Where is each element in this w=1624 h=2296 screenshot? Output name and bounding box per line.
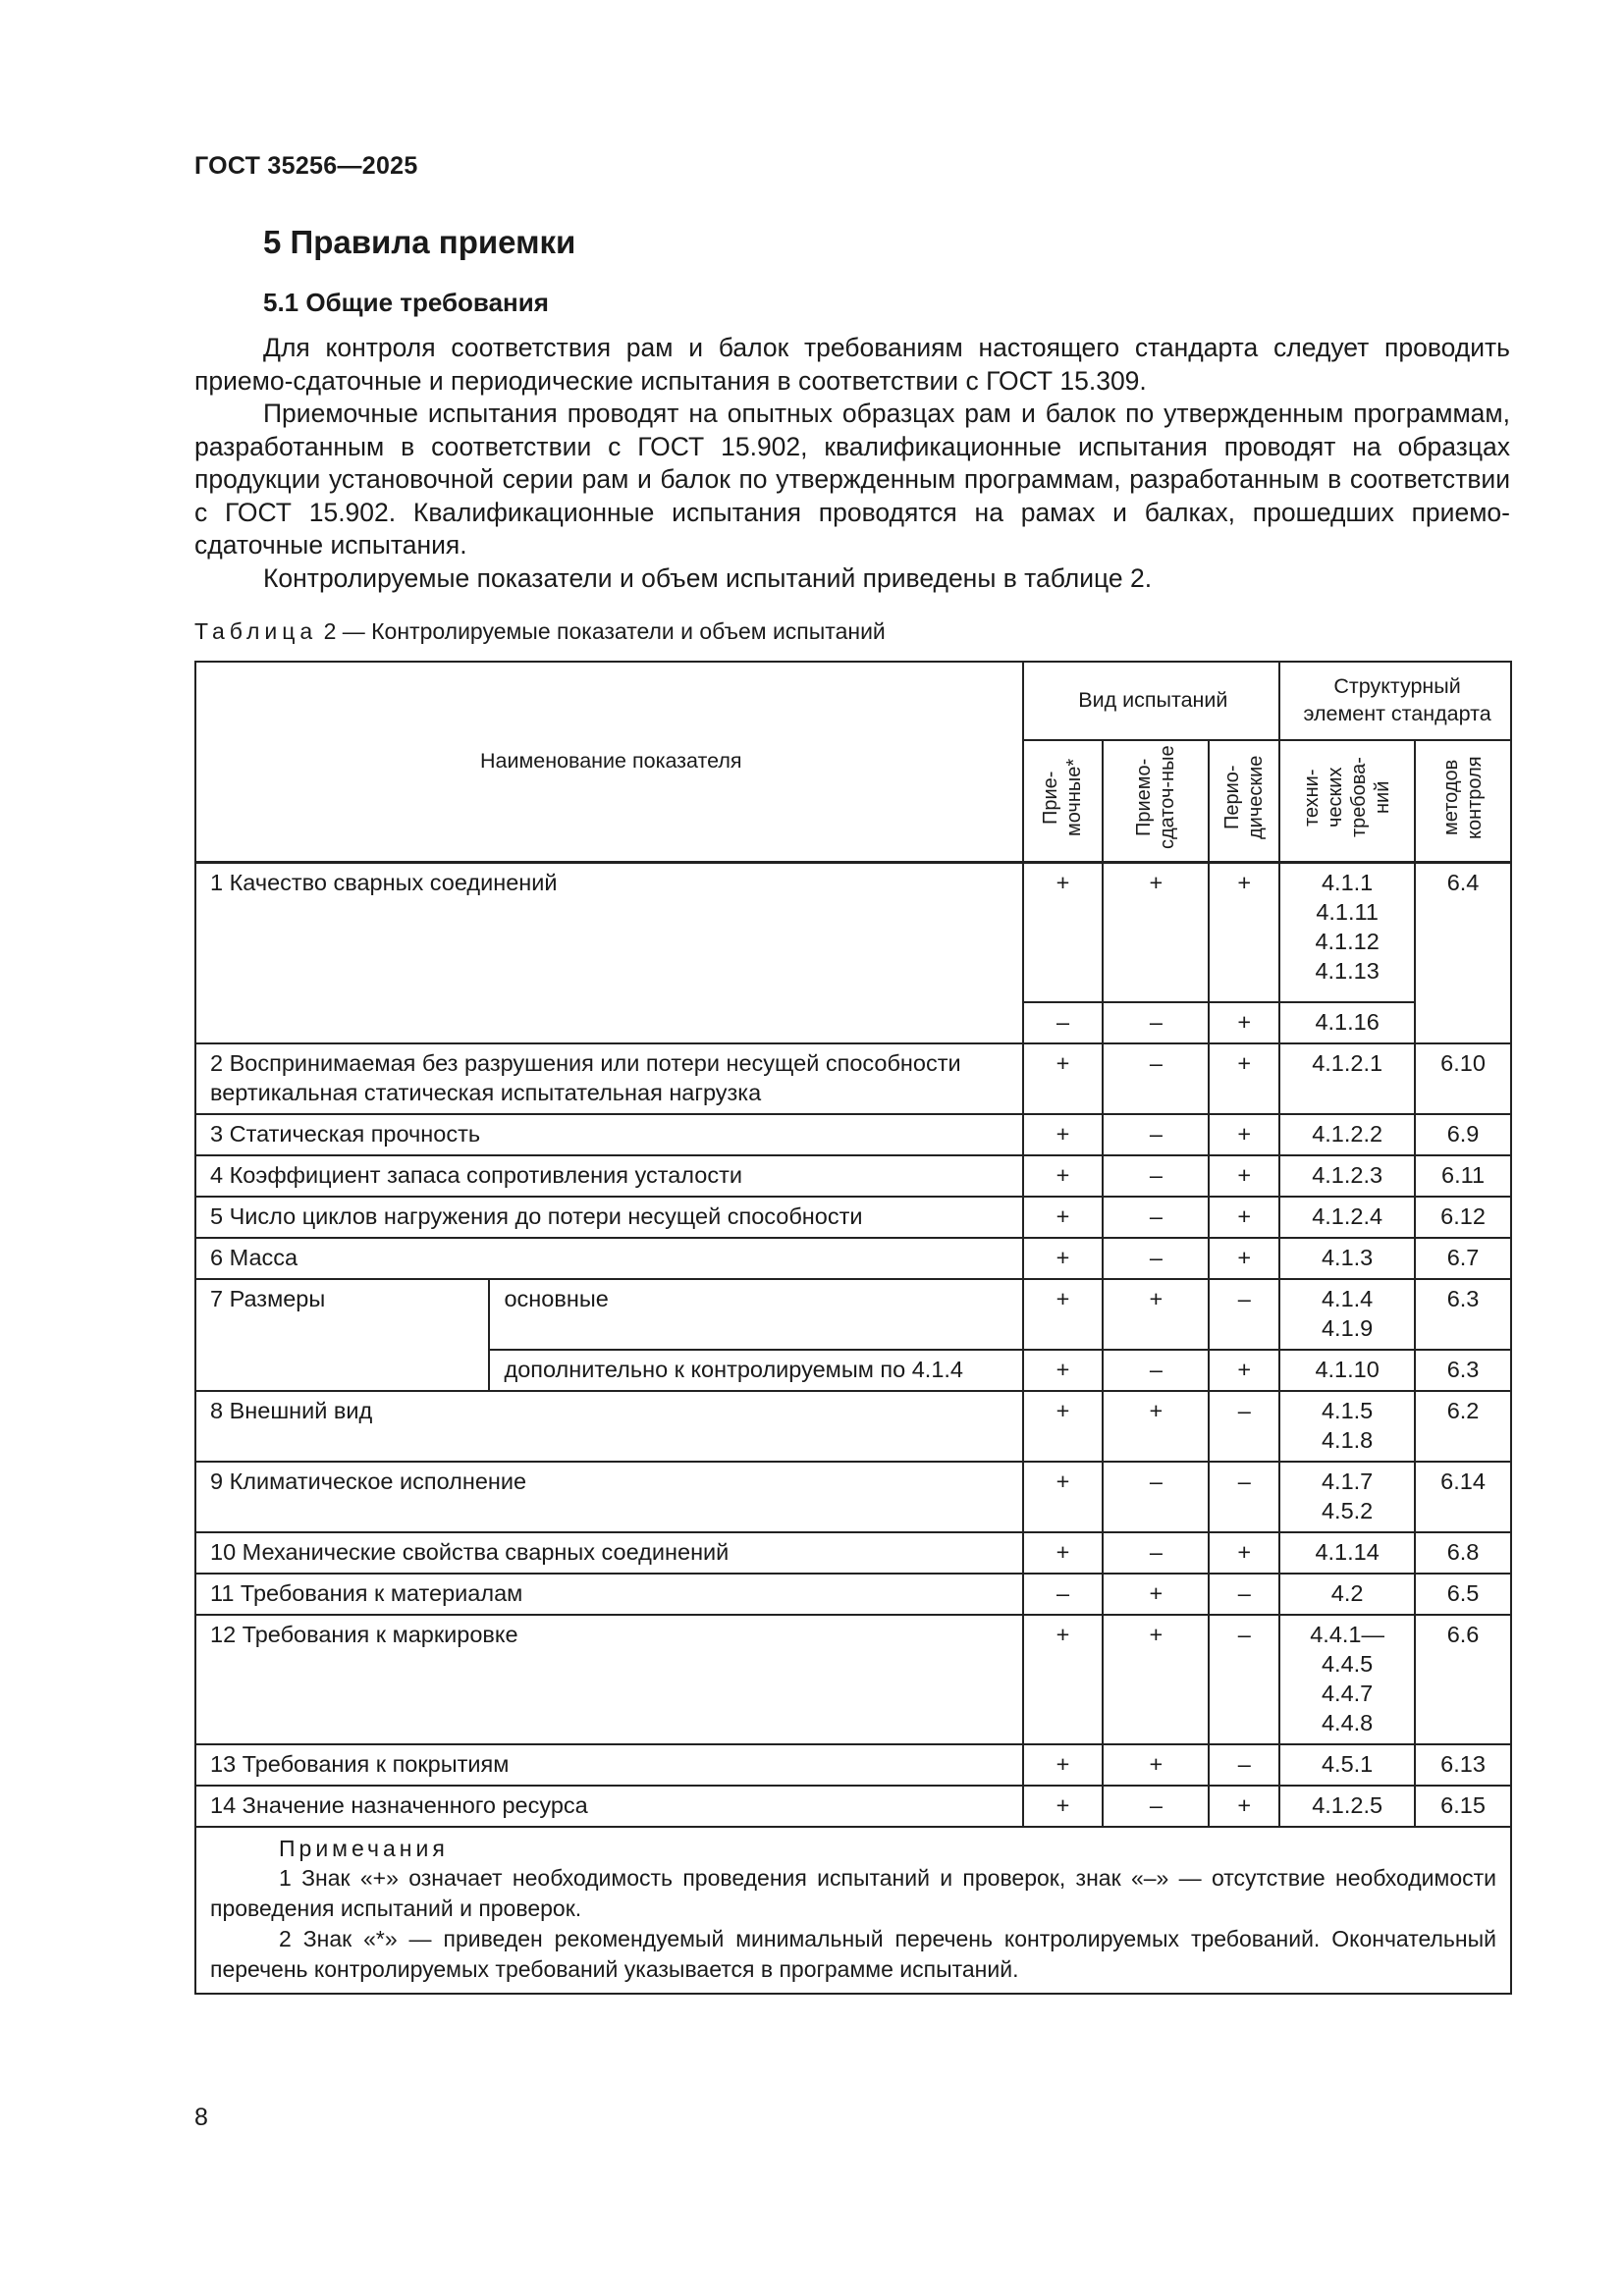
cell-delivery: –	[1103, 1197, 1209, 1238]
row-subname: основные	[489, 1279, 1022, 1350]
cell-method: 6.12	[1415, 1197, 1511, 1238]
table-row	[195, 1279, 1511, 1350]
cell-tech: 4.1.5 4.1.8	[1279, 1391, 1415, 1462]
header-struct-element: Структурный элемент стандарта	[1279, 662, 1511, 740]
paragraph: Для контроля соответствия рам и балок требованиям настоящего стандарта следует проводить приемо-сдаточные и периодические испытания в соответствии с ГОСТ 15.309.	[194, 333, 1510, 396]
cell-method: 6.2	[1415, 1391, 1511, 1462]
cell-tech: 4.4.1— 4.4.5 4.4.7 4.4.8	[1279, 1615, 1415, 1744]
cell-method: 6.8	[1415, 1532, 1511, 1574]
row-name: 6 Масса	[195, 1238, 1023, 1279]
row-name: 7 Размеры	[195, 1279, 489, 1391]
cell-acceptance: +	[1023, 1238, 1104, 1279]
section-title: 5 Правила приемки	[263, 224, 576, 260]
cell-method: 6.15	[1415, 1786, 1511, 1827]
table-row	[195, 1391, 1511, 1462]
cell-acceptance: +	[1023, 1532, 1104, 1574]
cell-periodic: +	[1209, 863, 1279, 1003]
table-row	[195, 1238, 1511, 1279]
cell-delivery: –	[1103, 1043, 1209, 1114]
cell-delivery: +	[1103, 1391, 1209, 1462]
cell-periodic: –	[1209, 1615, 1279, 1744]
table-row	[195, 1744, 1511, 1786]
cell-periodic: +	[1209, 1238, 1279, 1279]
table-row	[195, 1462, 1511, 1532]
cell-acceptance: +	[1023, 1279, 1104, 1350]
row-name: 14 Значение назначенного ресурса	[195, 1786, 1023, 1827]
header-name: Наименование показателя	[195, 662, 1023, 863]
cell-acceptance: +	[1023, 1615, 1104, 1744]
cell-method: 6.13	[1415, 1744, 1511, 1786]
table-row	[195, 1786, 1511, 1827]
row-name: 10 Механические свойства сварных соединений	[195, 1532, 1023, 1574]
table-caption	[194, 618, 886, 645]
cell-method: 6.3	[1415, 1279, 1511, 1350]
cell-method: 6.7	[1415, 1238, 1511, 1279]
cell-acceptance: +	[1023, 1155, 1104, 1197]
cell-acceptance: +	[1023, 1043, 1104, 1114]
cell-delivery: –	[1103, 1786, 1209, 1827]
cell-periodic: +	[1209, 1043, 1279, 1114]
row-name: 8 Внешний вид	[195, 1391, 1023, 1462]
cell-delivery: +	[1103, 1744, 1209, 1786]
cell-delivery: –	[1103, 1002, 1209, 1043]
cell-delivery: +	[1103, 1279, 1209, 1350]
table-row	[195, 1532, 1511, 1574]
row-name: 1 Качество сварных соединений	[195, 863, 1023, 1044]
cell-tech: 4.1.2.3	[1279, 1155, 1415, 1197]
cell-acceptance: +	[1023, 1197, 1104, 1238]
table-row	[195, 1114, 1511, 1155]
cell-periodic: –	[1209, 1744, 1279, 1786]
row-name: 5 Число циклов нагружения до потери несущей способности	[195, 1197, 1023, 1238]
cell-tech: 4.1.2.1	[1279, 1043, 1415, 1114]
cell-acceptance: +	[1023, 1744, 1104, 1786]
cell-delivery: +	[1103, 863, 1209, 1003]
cell-tech: 4.1.16	[1279, 1002, 1415, 1043]
row-name: 11 Требования к материалам	[195, 1574, 1023, 1615]
table-row	[195, 863, 1511, 1003]
row-name: 13 Требования к покрытиям	[195, 1744, 1023, 1786]
row-subname: дополнительно к контролируемым по 4.1.4	[489, 1350, 1022, 1391]
cell-periodic: +	[1209, 1350, 1279, 1391]
paragraph: Приемочные испытания проводят на опытных образцах рам и балок по утвержденным программам, разработанным в соответствии с ГОСТ 15.902, квалификационные испытания проводят на образцах продукции установочной серии рам и балок по утвержденным программам, разработанным в соответствии с ГОСТ 15.902. Квалификационные испытания проводятся на рамах и балках, прошедших приемо-сдаточные испытания.	[194, 399, 1510, 560]
header-periodic: Перио-дические	[1209, 740, 1279, 863]
cell-method: 6.3	[1415, 1350, 1511, 1391]
cell-periodic: –	[1209, 1391, 1279, 1462]
cell-delivery: –	[1103, 1532, 1209, 1574]
cell-delivery: –	[1103, 1350, 1209, 1391]
cell-tech: 4.1.2.2	[1279, 1114, 1415, 1155]
cell-tech: 4.1.3	[1279, 1238, 1415, 1279]
table-row	[195, 1155, 1511, 1197]
table-caption-text: 2 — Контролируемые показатели и объем испытаний	[317, 618, 886, 644]
header-delivery: Приемо-сдаточ-ные	[1103, 740, 1209, 863]
cell-delivery: +	[1103, 1615, 1209, 1744]
cell-periodic: –	[1209, 1462, 1279, 1532]
cell-method: 6.6	[1415, 1615, 1511, 1744]
row-name: 3 Статическая прочность	[195, 1114, 1023, 1155]
table-row	[195, 1574, 1511, 1615]
cell-tech: 4.5.1	[1279, 1744, 1415, 1786]
cell-tech: 4.1.1 4.1.11 4.1.12 4.1.13	[1279, 863, 1415, 1003]
cell-acceptance: +	[1023, 1462, 1104, 1532]
cell-periodic: +	[1209, 1532, 1279, 1574]
row-name: 12 Требования к маркировке	[195, 1615, 1023, 1744]
table-row	[195, 1197, 1511, 1238]
body-text	[194, 332, 1510, 595]
cell-periodic: +	[1209, 1786, 1279, 1827]
paragraph: Контролируемые показатели и объем испытаний приведены в таблице 2.	[263, 562, 1153, 593]
note-2: 2 Знак «*» — приведен рекомендуемый минимальный перечень контролируемых требований. Окончательный перечень контролируемых требований указывается в программе испытаний.	[210, 1926, 1496, 1982]
document-header: ГОСТ 35256—2025	[194, 152, 418, 180]
row-name: 9 Климатическое исполнение	[195, 1462, 1023, 1532]
cell-periodic: +	[1209, 1155, 1279, 1197]
cell-method: 6.9	[1415, 1114, 1511, 1155]
header-test-type: Вид испытаний	[1023, 662, 1280, 740]
cell-periodic: +	[1209, 1197, 1279, 1238]
cell-acceptance: +	[1023, 1114, 1104, 1155]
table-row	[195, 1615, 1511, 1744]
cell-acceptance: +	[1023, 1786, 1104, 1827]
table-notes-row	[195, 1827, 1511, 1994]
cell-tech: 4.1.14	[1279, 1532, 1415, 1574]
row-name: 2 Воспринимаемая без разрушения или потери несущей способности вертикальная статическая испытательная нагрузка	[195, 1043, 1023, 1114]
table-header-row	[195, 662, 1511, 740]
cell-periodic: –	[1209, 1279, 1279, 1350]
cell-acceptance: –	[1023, 1002, 1104, 1043]
cell-delivery: –	[1103, 1462, 1209, 1532]
cell-acceptance: –	[1023, 1574, 1104, 1615]
cell-periodic: +	[1209, 1114, 1279, 1155]
cell-method: 6.4	[1415, 863, 1511, 1044]
cell-tech: 4.1.2.4	[1279, 1197, 1415, 1238]
cell-acceptance: +	[1023, 1391, 1104, 1462]
cell-tech: 4.1.4 4.1.9	[1279, 1279, 1415, 1350]
page-number: 8	[194, 2104, 208, 2131]
header-methods: методов контроля	[1415, 740, 1511, 863]
cell-delivery: –	[1103, 1155, 1209, 1197]
indicators-table	[194, 661, 1512, 1995]
header-acceptance: Прие-мочные*	[1023, 740, 1104, 863]
cell-method: 6.5	[1415, 1574, 1511, 1615]
cell-periodic: –	[1209, 1574, 1279, 1615]
table-caption-label: Таблица	[194, 618, 318, 644]
cell-method: 6.10	[1415, 1043, 1511, 1114]
cell-periodic: +	[1209, 1002, 1279, 1043]
cell-acceptance: +	[1023, 1350, 1104, 1391]
notes-title: Примечания	[279, 1836, 449, 1861]
table-row	[195, 1043, 1511, 1114]
cell-delivery: –	[1103, 1114, 1209, 1155]
cell-tech: 4.2	[1279, 1574, 1415, 1615]
cell-delivery: +	[1103, 1574, 1209, 1615]
table-notes	[195, 1827, 1511, 1994]
note-1: 1 Знак «+» означает необходимость проведения испытаний и проверок, знак «–» — отсутствие необходимости проведения испытаний и проверок.	[210, 1865, 1496, 1921]
cell-tech: 4.1.2.5	[1279, 1786, 1415, 1827]
cell-tech: 4.1.7 4.5.2	[1279, 1462, 1415, 1532]
cell-delivery: –	[1103, 1238, 1209, 1279]
subsection-title: 5.1 Общие требования	[263, 288, 549, 317]
cell-tech: 4.1.10	[1279, 1350, 1415, 1391]
cell-method: 6.14	[1415, 1462, 1511, 1532]
cell-acceptance: +	[1023, 863, 1104, 1003]
header-tech-req: техни-ческих требова-ний	[1279, 740, 1415, 863]
row-name: 4 Коэффициент запаса сопротивления усталости	[195, 1155, 1023, 1197]
cell-method: 6.11	[1415, 1155, 1511, 1197]
